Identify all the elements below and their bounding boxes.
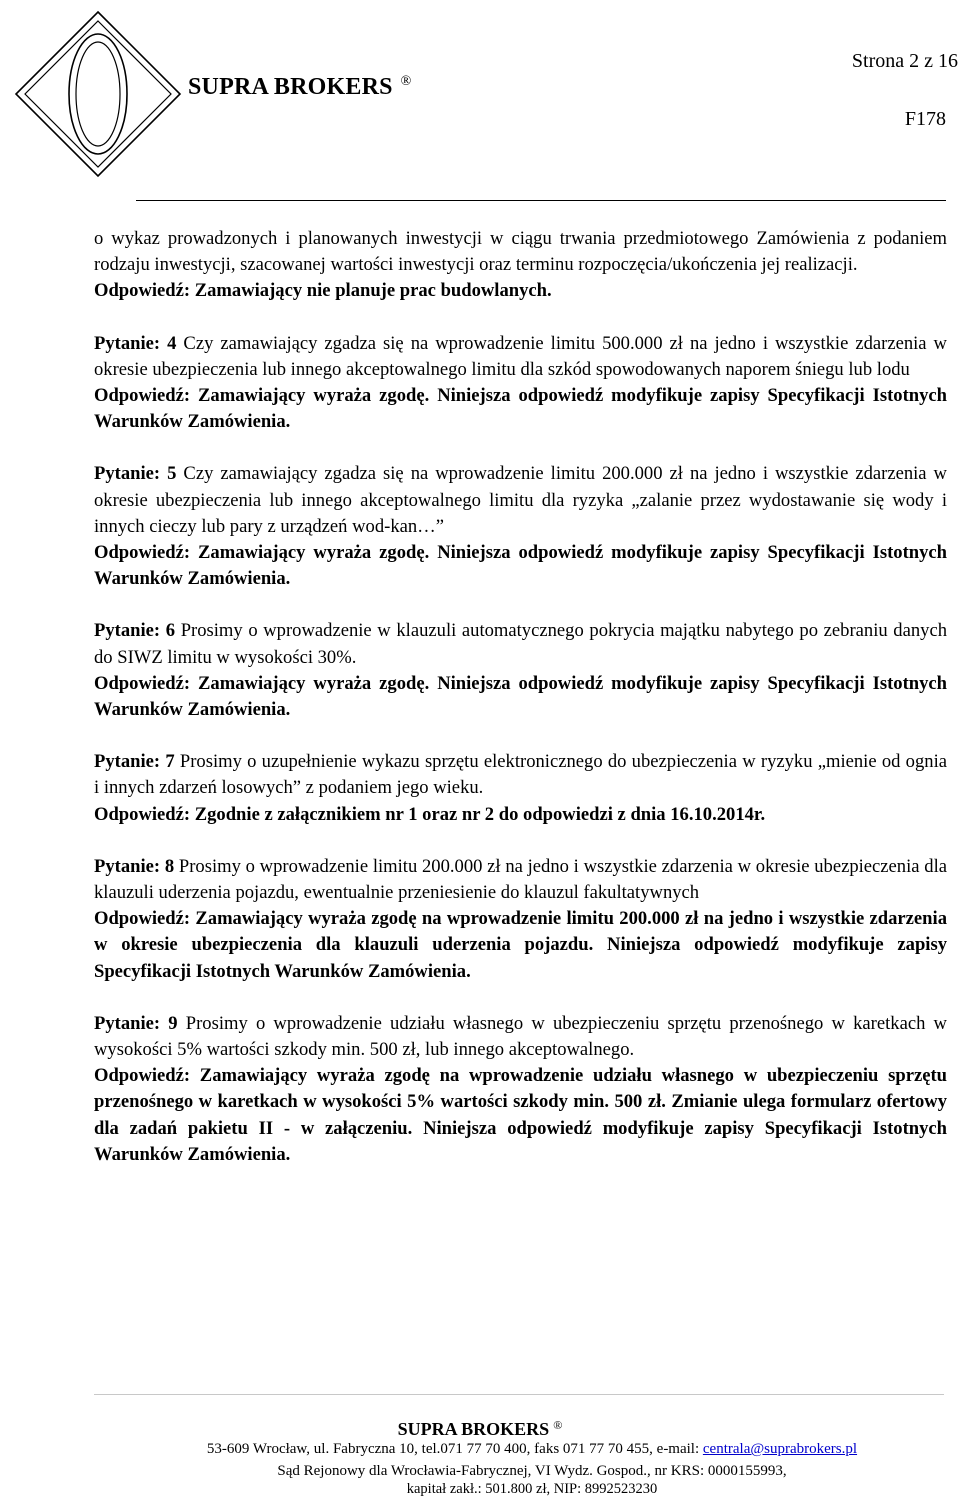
answer-4: Odpowiedź: Zamawiający wyraża zgodę. Niniejsza odpowiedź modyfikuje zapisy Specyfikacji Istotnych Warunków Zamówienia. [94,385,947,433]
document-body [94,226,947,1168]
answer-5: Odpowiedź: Zamawiający wyraża zgodę. Niniejsza odpowiedź modyfikuje zapisy Specyfikacji Istotnych Warunków Zamówienia. [94,542,947,590]
email-link[interactable]: centrala@suprabrokers.pl [702,1441,858,1457]
question-5: Pytanie: 5 Czy zamawiający zgadza się na wprowadzenie limitu 200.000 zł na jedno i wszystkie zdarzenia w okresie ubezpieczenia lub innego akceptowalnego limitu dla ryzyka „zalanie przez wydostawanie się wody i innych cieczy lub pary z urządzeń wod-kan…” [94,463,947,537]
footer-court-registration: Sąd Rejonowy dla Wrocławia-Fabrycznej, VI Wydz. Gospod., nr KRS: 0000155993, [277,1463,787,1479]
question-7: Pytanie: 7 Prosimy o uzupełnienie wykazu sprzętu elektronicznego do ubezpieczenia w ryzyku „mienie od ognia i innych zdarzeń losowych” z podaniem jego wieku. [94,751,947,799]
footer-registered-mark-icon: ® [553,1418,563,1432]
question-8-label: Pytanie: 8 [94,855,175,877]
question-6: Pytanie: 6 Prosimy o wprowadzenie w klauzuli automatycznego pokrycia majątku nabytego po zebraniu danych do SIWZ limitu w wysokości 30%. [94,620,947,668]
footer-capital-nip: kapitał zakł.: 501.800 zł, NIP: 8992523230 [406,1481,658,1497]
footer-address: 53-609 Wrocław, ul. Fabryczna 10, tel.071 77 70 400, faks 071 77 70 455, e-mail: centrala@suprabrokers.pl [206,1441,858,1457]
answer-9: Odpowiedź: Zamawiający wyraża zgodę na wprowadzenie udziału własnego w ubezpieczeniu sprzętu przenośnego w karetkach w wysokości 5% wartości szkody min. 500 zł. Zmianie ulega formularz ofertowy dla zadań pakietu II - w załączeniu. Niniejsza odpowiedź modyfikuje zapisy Specyfikacji Istotnych Warunków Zamówienia. [94,1065,947,1165]
question-9: Pytanie: 9 Prosimy o wprowadzenie udziału własnego w ubezpieczeniu sprzętu przenośnego w karetkach w wysokości 5% wartości szkody min. 500 zł, lub innego akceptowalnego. [94,1012,947,1061]
question-4: Pytanie: 4 Czy zamawiający zgadza się na wprowadzenie limitu 500.000 zł na jedno i wszystkie zdarzenia w okresie ubezpieczenia lub innego akceptowalnego limitu dla szkód spowodowanych naporem śniegu lub lodu [94,332,947,380]
header-divider [136,200,946,201]
question-4-label: Pytanie: 4 [94,332,177,354]
document-code: F178 [904,108,946,130]
footer-brand: SUPRA BROKERS ® [397,1418,563,1439]
answer-8: Odpowiedź: Zamawiający wyraża zgodę na wprowadzenie limitu 200.000 zł na jedno i wszystkie zdarzenia w okresie ubezpieczenia dla klauzuli uderzenia pojazdu. Niniejsza odpowiedź modyfikuje zapisy Specyfikacji Istotnych Warunków Zamówienia. [94,908,947,982]
footer-divider [94,1394,944,1395]
answer-7: Odpowiedź: Zgodnie z załącznikiem nr 1 oraz nr 2 do odpowiedzi z dnia 16.10.2014r. [94,803,766,825]
header-brand: SUPRA BROKERS ® [188,74,412,100]
question-7-label: Pytanie: 7 [94,751,175,773]
answer-6: Odpowiedź: Zamawiający wyraża zgodę. Niniejsza odpowiedź modyfikuje zapisy Specyfikacji Istotnych Warunków Zamówienia. [94,672,947,721]
page-number: Strona 2 z 16 [851,50,958,72]
intro-text: o wykaz prowadzonych i planowanych inwestycji w ciągu trwania przedmiotowego Zamówienia z podaniem rodzaju inwestycji, szacowanej wartości inwestycji oraz terminu rozpoczęcia/ukończenia jej realizacji. [94,228,947,276]
question-5-label: Pytanie: 5 [94,463,177,485]
question-9-label: Pytanie: 9 [94,1012,178,1034]
registered-mark-icon: ® [400,74,412,89]
company-logo [12,8,184,180]
intro-answer: Odpowiedź: Zamawiający nie planuje prac budowlanych. [94,280,552,302]
question-8: Pytanie: 8 Prosimy o wprowadzenie limitu 200.000 zł na jedno i wszystkie zdarzenia w okresie ubezpieczenia dla klauzuli uderzenia pojazdu, ewentualnie przeniesienie do klauzul fakultatywnych [94,855,947,904]
question-6-label: Pytanie: 6 [94,620,176,642]
